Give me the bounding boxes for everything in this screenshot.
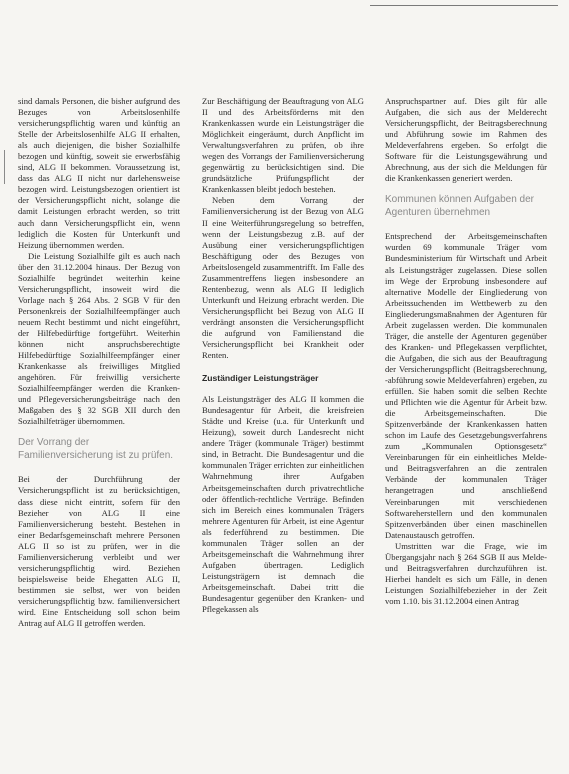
- subheading-responsible-provider: Zuständiger Leistungsträger: [202, 373, 319, 384]
- header-rule: [370, 5, 558, 6]
- column-1: [18, 96, 180, 629]
- col2-paragraph-1: Zur Beschäftigung der Beauftragung von ALG II und des Arbeitsförderns mit den Krankenkassen wurde ein Leistungsträger die Möglichkeit eingeräumt, durch Anpflicht im Verwaltungsverfahren zu prüfen, ob ihre wegen des Vorrangs der Familienversicherung gegenwärtig zu berücksichtigen sind. Die grundsätzliche Prüfungspflicht der Krankenkassen bleibt jedoch bestehen.: [202, 96, 364, 195]
- pullquote-municipalities: Kommunen können Aufgaben der Agenturen übernehmen: [385, 194, 534, 218]
- col3-paragraph-1: Anspruchspartner auf. Dies gilt für alle Aufgaben, die sich aus der Melderecht Versicherungspflicht, der Beitragsberechnung und Abführung sowie im Rahmen des Meldeverfahrens ergeben. So erfolgt die Software für die Leistungsgewährung und Abrechnung, aus der sich die Meldungen für die Krankenkassen generiert werden.: [385, 96, 547, 184]
- column-3: [385, 96, 547, 607]
- col2-paragraph-2: Neben dem Vorrang der Familienversicherung ist der Bezug von ALG II eine Weiterführungsregelung so betreffen, wenn der Leistungsbezug z.B. auf der Ausübung einer versicherungspflichtigen Beschäftigung oder des Bezuges von Arbeitslosengeld zusammentrifft. Im Falle des Zusammentreffens liegen insbesondere an Rentenbezug, wenn als ALG II lediglich Unterkunft und Heizung erbracht werden. Die Versicherungspflicht bei Bezug von ALG II verdrängt ansonsten die Versicherungspflicht die aufgrund von Familienstand die Versicherungspflicht bei Krankheit oder Renten.: [202, 195, 364, 361]
- col3-paragraph-2: Entsprechend der Arbeitsgemeinschaften wurden 69 kommunale Träger vom Bundesministerium für Wirtschaft und Arbeit als Leistungsträger zugelassen. Diese sollen im Wege der Erprobung insbesondere auf alternative Modelle der Eingliederung von Arbeitssuchenden im Wettbewerb zu den Eingliederungsmaßnahmen der Agenturen für Arbeit zugelassen werden. Die kommunalen Träger, die anstelle der Agenturen gegenüber des Kranken- und Pflegekassen verpflichtet, die Aufgaben, die sich aus der Beauftragung der Versicherungspflicht (Beitragsberechnung, -abführung sowie Meldeverfahren) ergeben, zu erfüllen. Sie haben somit die selben Rechte und Pflichten wie die Agentur für Arbeit bzw. die Arbeitsgemeinschaften. Die Spitzenverbände der Krankenkassen hatten schon im Laufe des Gesetzgebungsverfahrens zum „Kommunalen Optionsgesetz“ Vereinbarungen für ein einheitliches Melde- und Beitragsverfahren an die zentralen Verbände der kommunalen Träger herangetragen und anschließend Vereinbarungen mit verschiedenen Softwareherstellern und den kommunalen Spitzenverbänden über einen maschinellen Datenaustausch getroffen.: [385, 231, 547, 540]
- col1-paragraph-1: sind damals Personen, die bisher aufgrund des Bezuges von Arbeitslosenhilfe versicherungspflichtig waren und künftig an Stelle der Arbeitslosenhilfe ALG II erhalten, als auch diejenigen, die bisher Sozialhilfe bezogen und künftig, soweit sie erwerbsfähig sind, ALG II bekommen. Voraussetzung ist, dass das ALG II nicht nur darlehensweise bezogen wird. Leistungsbezogen orientiert ist der Versicherungspflicht nicht, solange die damit Leistungen erbracht werden, so tritt auch dann Versicherungspflicht ein, wenn lediglich die Kosten für Unterkunft und Heizung übernommen werden.: [18, 96, 180, 250]
- margin-mark: [4, 150, 5, 184]
- col2-paragraph-3: Als Leistungsträger des ALG II kommen die Bundesagentur für Arbeit, die kreisfreien Städte und Kreise (u.a. für Unterkunft und Heizung), soweit durch Landesrecht nicht andere Träger (kommunale Träger) bestimmt sind, in Betracht. Die Bundesagentur und die kommunalen Träger errichten zur einheitlichen Wahrnehmung ihrer Aufgaben Arbeitsgemeinschaften durch privatrechtliche oder öffentlich-rechtliche Verträge. Befinden sich im Bereich eines kommunalen Trägers mehrere Agenturen für Arbeit, ist eine Agentur als federführend zu bestimmen. Die kommunalen Träger sollen an der Arbeitsgemeinschaft die Wahrnehmung ihrer Aufgaben übertragen. Lediglich Leistungsträgern ist demnach die Arbeitsgemeinschaft. Dabei tritt die Bundesagentur gegenüber den Kranken- und Pflegekassen als: [202, 394, 364, 615]
- col1-paragraph-3: Bei der Durchführung der Versicherungspflicht ist zu berücksichtigen, dass diese nicht eintritt, sofern für den Bezieher von ALG II eine Familienversicherung besteht. Bestehen in einer Bedarfsgemeinschaft mehrere Personen ALG II so ist zu prüfen, wer in die Familienversicherung verbleibt und wer versicherungspflichtig wird. Beziehen beispielsweise beide Ehegatten ALG II, bestimmen sie selbst, wer von beiden versicherungspflichtig bzw. familienversichert wird. Eine Entscheidung soll schon beim Antrag auf ALG II getroffen werden.: [18, 474, 180, 629]
- column-2: [202, 96, 364, 615]
- pullquote-family-insurance: Der Vorrang der Familienversicherung ist zu prüfen.: [18, 437, 174, 461]
- col3-paragraph-3: Umstritten war die Frage, wie im Übergangsjahr nach § 264 SGB II aus Melde- und Beitragsverfahren durchzuführen ist. Hierbei handelt es sich um Fälle, in denen Leistungen Sozialhilfebezieher in der Zeit vom 1.10. bis 31.12.2004 einen Antrag: [385, 540, 547, 606]
- col1-paragraph-2: Die Leistung Sozialhilfe gilt es auch nach über den 31.12.2004 hinaus. Der Bezug von Sozialhilfe begründet weiterhin keine Versicherungspflicht, insoweit wird die Vorlage nach § 264 Abs. 2 SGB V für den Personenkreis der Sozialhilfeempfänger auch neuem Recht bestimmt und nicht eingeführt, der Hilfebedürftige fortgeführt. Weiterhin können nicht anspruchsberechtigte Hilfebedürftige Sozialhilfeempfänger einer Krankenkasse als freiwilliges Mitglied angehören. Für freiwillig versicherte Sozialhilfeempfänger werden die Kranken- und Pflegeversicherungsbeiträge nach den Maßgaben des § 32 SGB XII durch den Sozialhilfeträger übernommen.: [18, 250, 180, 427]
